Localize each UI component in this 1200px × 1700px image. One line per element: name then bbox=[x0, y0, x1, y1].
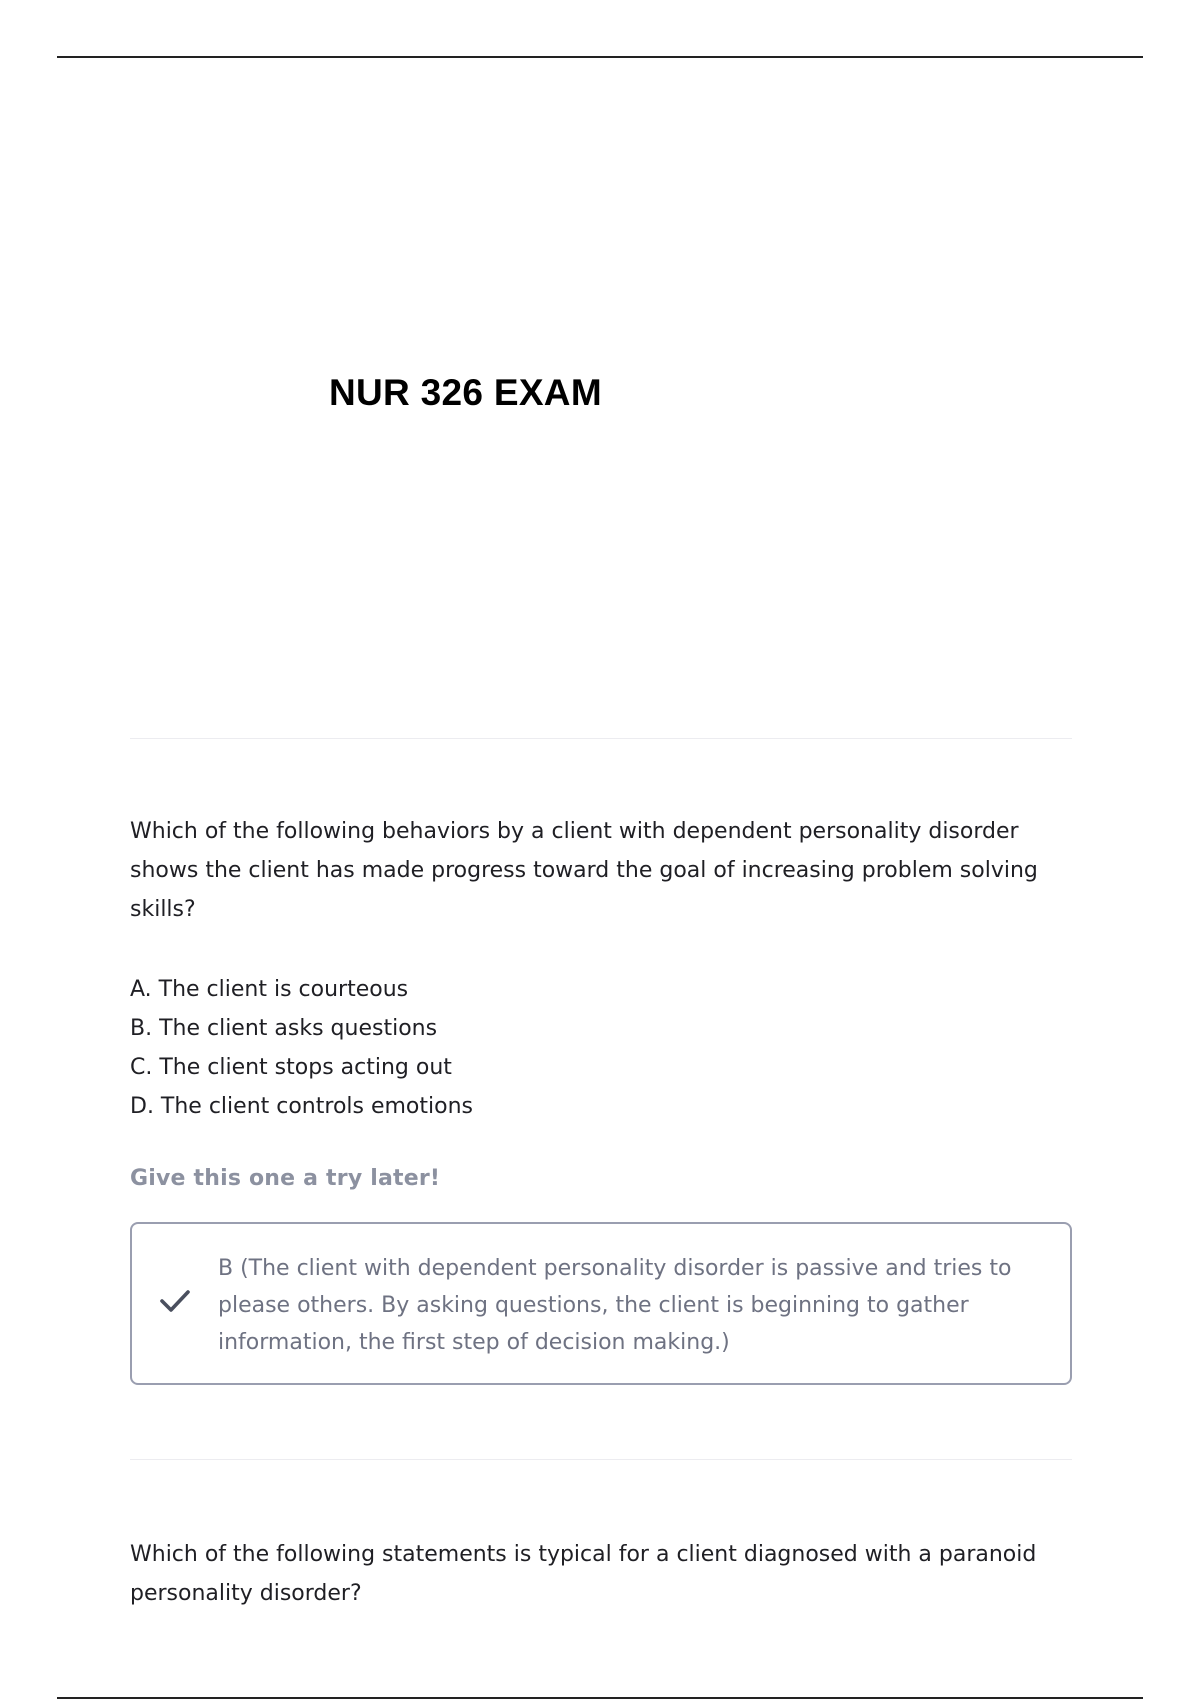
option-c[interactable]: C. The client stops acting out bbox=[130, 1055, 452, 1080]
answer-explanation-text: B (The client with dependent personality disorder is passive and tries to please others. By asking questions, the client is beginning to gather information, the first step of decision making.) bbox=[218, 1256, 1012, 1355]
question-text: Which of the following statements is typical for a client diagnosed with a paranoid personality disorder? bbox=[130, 1542, 1037, 1606]
option-d[interactable]: D. The client controls emotions bbox=[130, 1094, 473, 1119]
answer-options bbox=[130, 970, 473, 1126]
answer-explanation-box bbox=[130, 1222, 1072, 1385]
page-bottom-rule bbox=[57, 1697, 1143, 1699]
try-later-link[interactable]: Give this one a try later! bbox=[130, 1166, 441, 1191]
option-b[interactable]: B. The client asks questions bbox=[130, 1016, 438, 1041]
question-text: Which of the following behaviors by a client with dependent personality disorder shows the client has made progress toward the goal of increasing problem solving skills? bbox=[130, 819, 1038, 922]
page-top-rule bbox=[57, 56, 1143, 58]
section-divider bbox=[130, 1459, 1072, 1460]
section-divider bbox=[130, 738, 1072, 739]
checkmark-icon bbox=[158, 1284, 192, 1318]
document-title: NUR 326 EXAM bbox=[329, 372, 602, 413]
option-a[interactable]: A. The client is courteous bbox=[130, 977, 409, 1002]
